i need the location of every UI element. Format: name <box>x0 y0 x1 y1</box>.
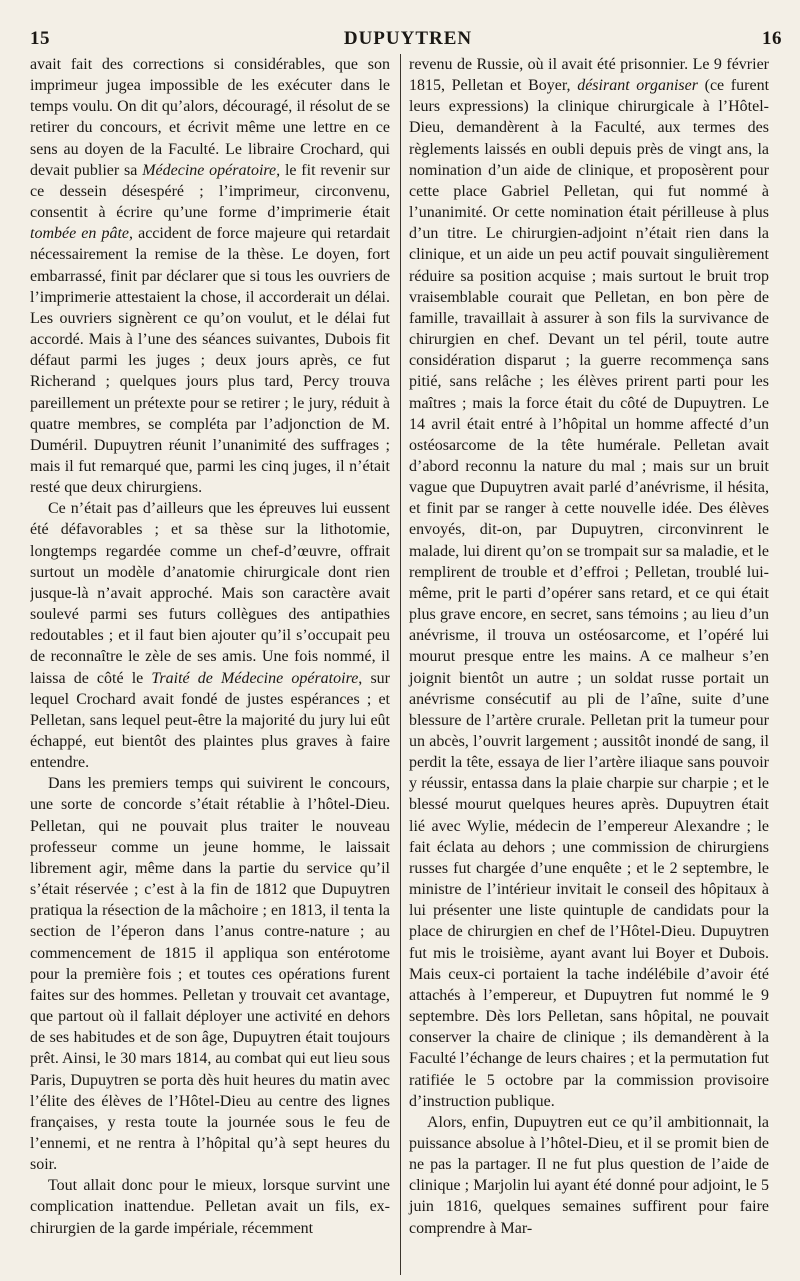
paragraph <box>30 54 390 498</box>
italic-phrase: tombée en pâte <box>30 225 130 243</box>
text-run: , accident de force majeure qui retardait nécessairement la remise de la thèse. Le doyen, fort embarrassé, finit par déclarer que si tous les ouvriers de l’imprimerie attestaient la chose, il accorderait un délai. Les ouvriers signèrent ce qu’on voulut, et le délai fut accordé. Mais à l’une des séances suivantes, Dubois fit défaut parmi les juges ; deux jours après, ce fut Richerand ; quelques jours plus tard, Percy trouva pareillement un prétexte pour se retirer ; le jury, réduit à quatre membres, se compléta par l’adjonction de M. Duméril. Dupuytren réunit l’unanimité des suffrages ; mais il fut remarqué que, parmi les cinq juges, il n’était resté que deux chirurgiens. <box>30 225 390 497</box>
paragraph: Dans les premiers temps qui suivirent le concours, une sorte de concorde s’était rétablie à l’hôtel-Dieu. Pelletan, qui ne pouvait plus traiter le nouveau professeur comme un jeune homme, le laissait librement agir, même dans la partie du service qu’il s’était réservée ; c’est à la fin de 1812 que Dupuytren pratiqua la résection de la mâchoire ; en 1813, il tenta la section de l’éperon dans l’anus contre-nature ; au commencement de 1815 il appliqua son entérotome pour la première fois ; et toutes ces opérations furent faites sur des hommes. Pelletan y trouvait cet avantage, que partout où il fallait déployer une activité en dehors de ses habitudes et de son âge, Dupuytren était toujours prêt. Ainsi, le 30 mars 1814, au combat qui eut lieu sous Paris, Dupuytren se porta dès huit heures du matin avec l’élite des élèves de l’Hôtel-Dieu au centre des lignes françaises, y resta toute la journée sous le feu de l’ennemi, et ne rentra à l’hôpital qu’à sept heures du soir. <box>30 775 390 1174</box>
text-run: le fit revenir sur ce dessein désespéré ; l’imprimeur, circonvenu, consentit à écrire qu’une forme d’imprimerie était <box>30 161 391 222</box>
paragraph: Alors, enfin, Dupuytren eut ce qu’il ambitionnait, la puissance absolue à l’hôtel-Dieu, et il se promit bien de ne pas la partager. Il ne fut plus question de l’aide de clinique ; Marjolin lui ayant été donné pour adjoint, le 5 juin 1816, quelques semaines suffirent pour faire comprendre à Mar- <box>409 1113 769 1237</box>
italic-title: Médecine opératoire, <box>142 161 281 179</box>
italic-title: Traité de Médecine opératoire <box>151 669 359 687</box>
running-title: DUPUYTREN <box>343 28 473 49</box>
text-run: avait fait des corrections si considérables, que son imprimeur jugea impossible de les exécuter dans le temps voulu. On dit qu’alors, découragé, il résolut de se retirer du concours, et écrivit même une lettre en ce sens au doyen de la Faculté. Le libraire Crochard, qui devait publier sa <box>30 56 390 179</box>
running-head <box>30 26 786 52</box>
paragraph: Tout allait donc pour le mieux, lorsque survint une complication inattendue. Pelletan avait un fils, ex-chirurgien de la garde impériale, récemment <box>30 1177 390 1237</box>
paragraph <box>409 54 769 1112</box>
text-run: , sur lequel Crochard avait fondé de justes espérances ; et Pelletan, sans lequel peut-être la majorité du jury lui eût échappé, eut bientôt des plaintes plus graves à faire entendre. <box>30 669 390 772</box>
text-run: (ce furent leurs expressions) la clinique chirurgicale à l’Hôtel-Dieu, demandèrent à la Faculté, aux termes des règlements laissés en oubli depuis près de vingt ans, la nomination d’un aide de clinique, et proposèrent pour cette place Gabriel Pelletan, qui fut nommé à l’unanimité. Or cette nomination était périlleuse à plus d’un titre. Le chirurgien-adjoint n’était rien dans la clinique, et un aide un peu actif pouvait singulièrement réduire sa position acquise ; mais surtout le bruit trop vraisemblable courait que Pelletan, en bon père de famille, travaillait à assurer à son fils la survivance de chirurgien en chef. Devant un tel péril, toute autre considération disparut ; la guerre recommença sans pitié, sans relâche ; les élèves prirent parti pour les maîtres ; mais la force était du côté de Dupuytren. Le 14 avril était entré à l’hôpital un homme affecté d’un ostéosarcome de la tête humérale. Pelletan avait d’abord reconnu la nature du mal ; mais sur un bruit vague que Dupuytren avait parlé d’anévrisme, il hésita, et finit par se ranger à cette nouvelle idée. Des élèves envoyés, dit-on, par Dupuytren, circonvinrent le malade, lui dirent qu’on se trompait sur sa maladie, et le remplirent de trouble et d’effroi ; Pelletan, troublé lui-même, prit le parti d’opérer sans retard, et ce qui était plus grave encore, en secret, sans témoins ; au lieu d’un anévrisme, il trouva un ostéosarcome, et l’opéré lui mourut presque entre les mains. A ce malheur s’en joignit bientôt un autre ; un soldat russe portait un anévrisme consécutif au pli de l’aîne, suite d’une blessure de l’artère crurale. Pelletan prit la tumeur pour un abcès, l’ouvrit largement ; aussitôt inondé de sang, il perdit la tête, essaya de lier l’artère iliaque sans pouvoir y réussir, entassa dans la plaie charpie sur charpie ; et le blessé mourut quelques heures après. Dupuytren était lié avec Wylie, médecin de l’empereur Alexandre ; le fait éclata au dehors ; une commission de chirurgiens russes fut chargée d’une enquête ; et le 2 septembre, le ministre de l’intérieur invitait le conseil des hôpitaux à lui présenter une liste quintuple de candidats pour la place de chirurgien en chef de l’Hôtel-Dieu. Dupuytren fut mis le troisième, ayant avant lui Boyer et Dubois. Mais ceux-ci portaient la tache indélébile d’avoir été attachés à l’empereur, et Dupuytren fut nommé le 9 septembre. Dès lors Pelletan, sans hôpital, ne pouvait conserver la chaire de clinique ; ils demandèrent à la Faculté l’échange de leurs chaires ; et la permutation fut ratifiée le 5 octobre par la commission provisoire d’instruction publique. <box>409 77 769 1110</box>
page-number-left: 15 <box>30 28 50 49</box>
paragraph <box>30 498 390 773</box>
text-run: Ce n’était pas d’ailleurs que les épreuves lui eussent été défavorables ; et sa thèse sur la lithotomie, longtemps regardée comme un chef-d’œuvre, offrait surtout un modèle d’anatomie chirurgicale dont rien jusque-là n’avait approché. Mais son caractère avait soulevé parmi ses futurs collègues des antipathies redoutables ; et il faut bien ajouter qu’il s’occupait peu de reconnaître le zèle de ses amis. Une fois nommé, il laissa de côté le <box>30 500 390 687</box>
page-number-right: 16 <box>762 28 782 49</box>
text-columns <box>30 54 786 1275</box>
text-run: revenu de Russie, où il avait été prisonnier. Le 9 février 1815, Pelletan et Boyer, <box>409 56 769 95</box>
italic-phrase: désirant organiser <box>577 77 698 95</box>
right-column <box>401 54 769 1275</box>
left-column <box>30 54 396 1275</box>
